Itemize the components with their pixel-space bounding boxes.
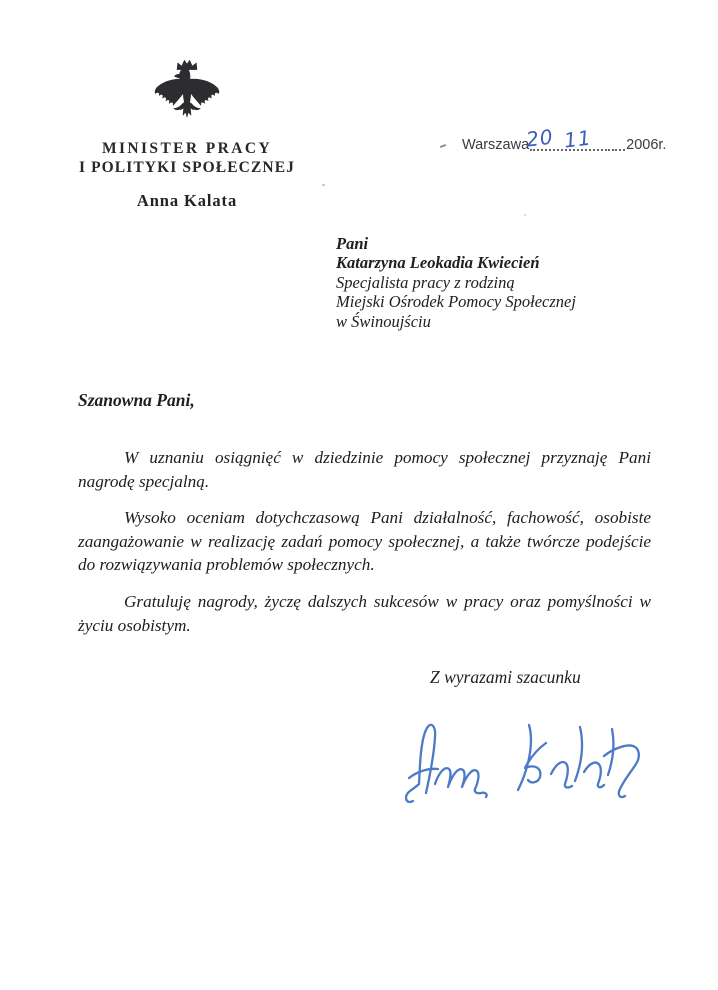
dotted-leader-short [612,135,625,151]
closing-phrase: Z wyrazami szacunku [430,667,581,687]
handwritten-month: 11 [562,125,593,153]
scan-artifact-dot [524,214,526,216]
dateline-city: Warszawa [462,137,530,153]
dateline-year: 2006r. [626,137,667,153]
addressee-location: w Świnoujściu [336,311,431,331]
body-paragraph-1: W uznaniu osiągnięć w dziedzinie pomocy społecznej przyznaję Pani nagrodę specjalną. [78,448,651,491]
handwritten-day: 20 [524,124,555,152]
handwritten-signature [383,700,653,820]
body-paragraph-3: Gratuluję nagrody, życzę dalszych sukcesów w pracy oraz pomyślności w życiu osobistym. [78,591,651,635]
scan-artifact-dash [440,144,446,148]
addressee-name: Katarzyna Leokadia Kwiecień [336,253,540,273]
addressee-title: Pani [336,234,369,253]
addressee-block [336,234,576,331]
addressee-organization: Miejski Ośrodek Pomocy Społecznej [336,292,576,312]
body-paragraph-2: Wysoko oceniam dotychczasową Pani działalność, fachowość, osobiste zaangażowanie w realizację zadań pomocy społecznej, a także twórcze podejście do rozwiązywania problemów społecznych. [78,508,651,575]
addressee-role: Specjalista pracy z rodziną [336,272,515,292]
letter-body [78,446,651,650]
ministry-title-line2: I POLITYKI SPOŁECZNEJ [78,159,296,176]
salutation: Szanowna Pani, [78,390,195,410]
dateline [462,124,667,161]
letterhead [77,58,297,211]
ministry-title-line1: MINISTER PRACY [101,140,273,157]
minister-name: Anna Kalata [136,191,238,210]
scan-artifact-dot [322,184,325,186]
polish-eagle-emblem-icon [154,58,220,130]
